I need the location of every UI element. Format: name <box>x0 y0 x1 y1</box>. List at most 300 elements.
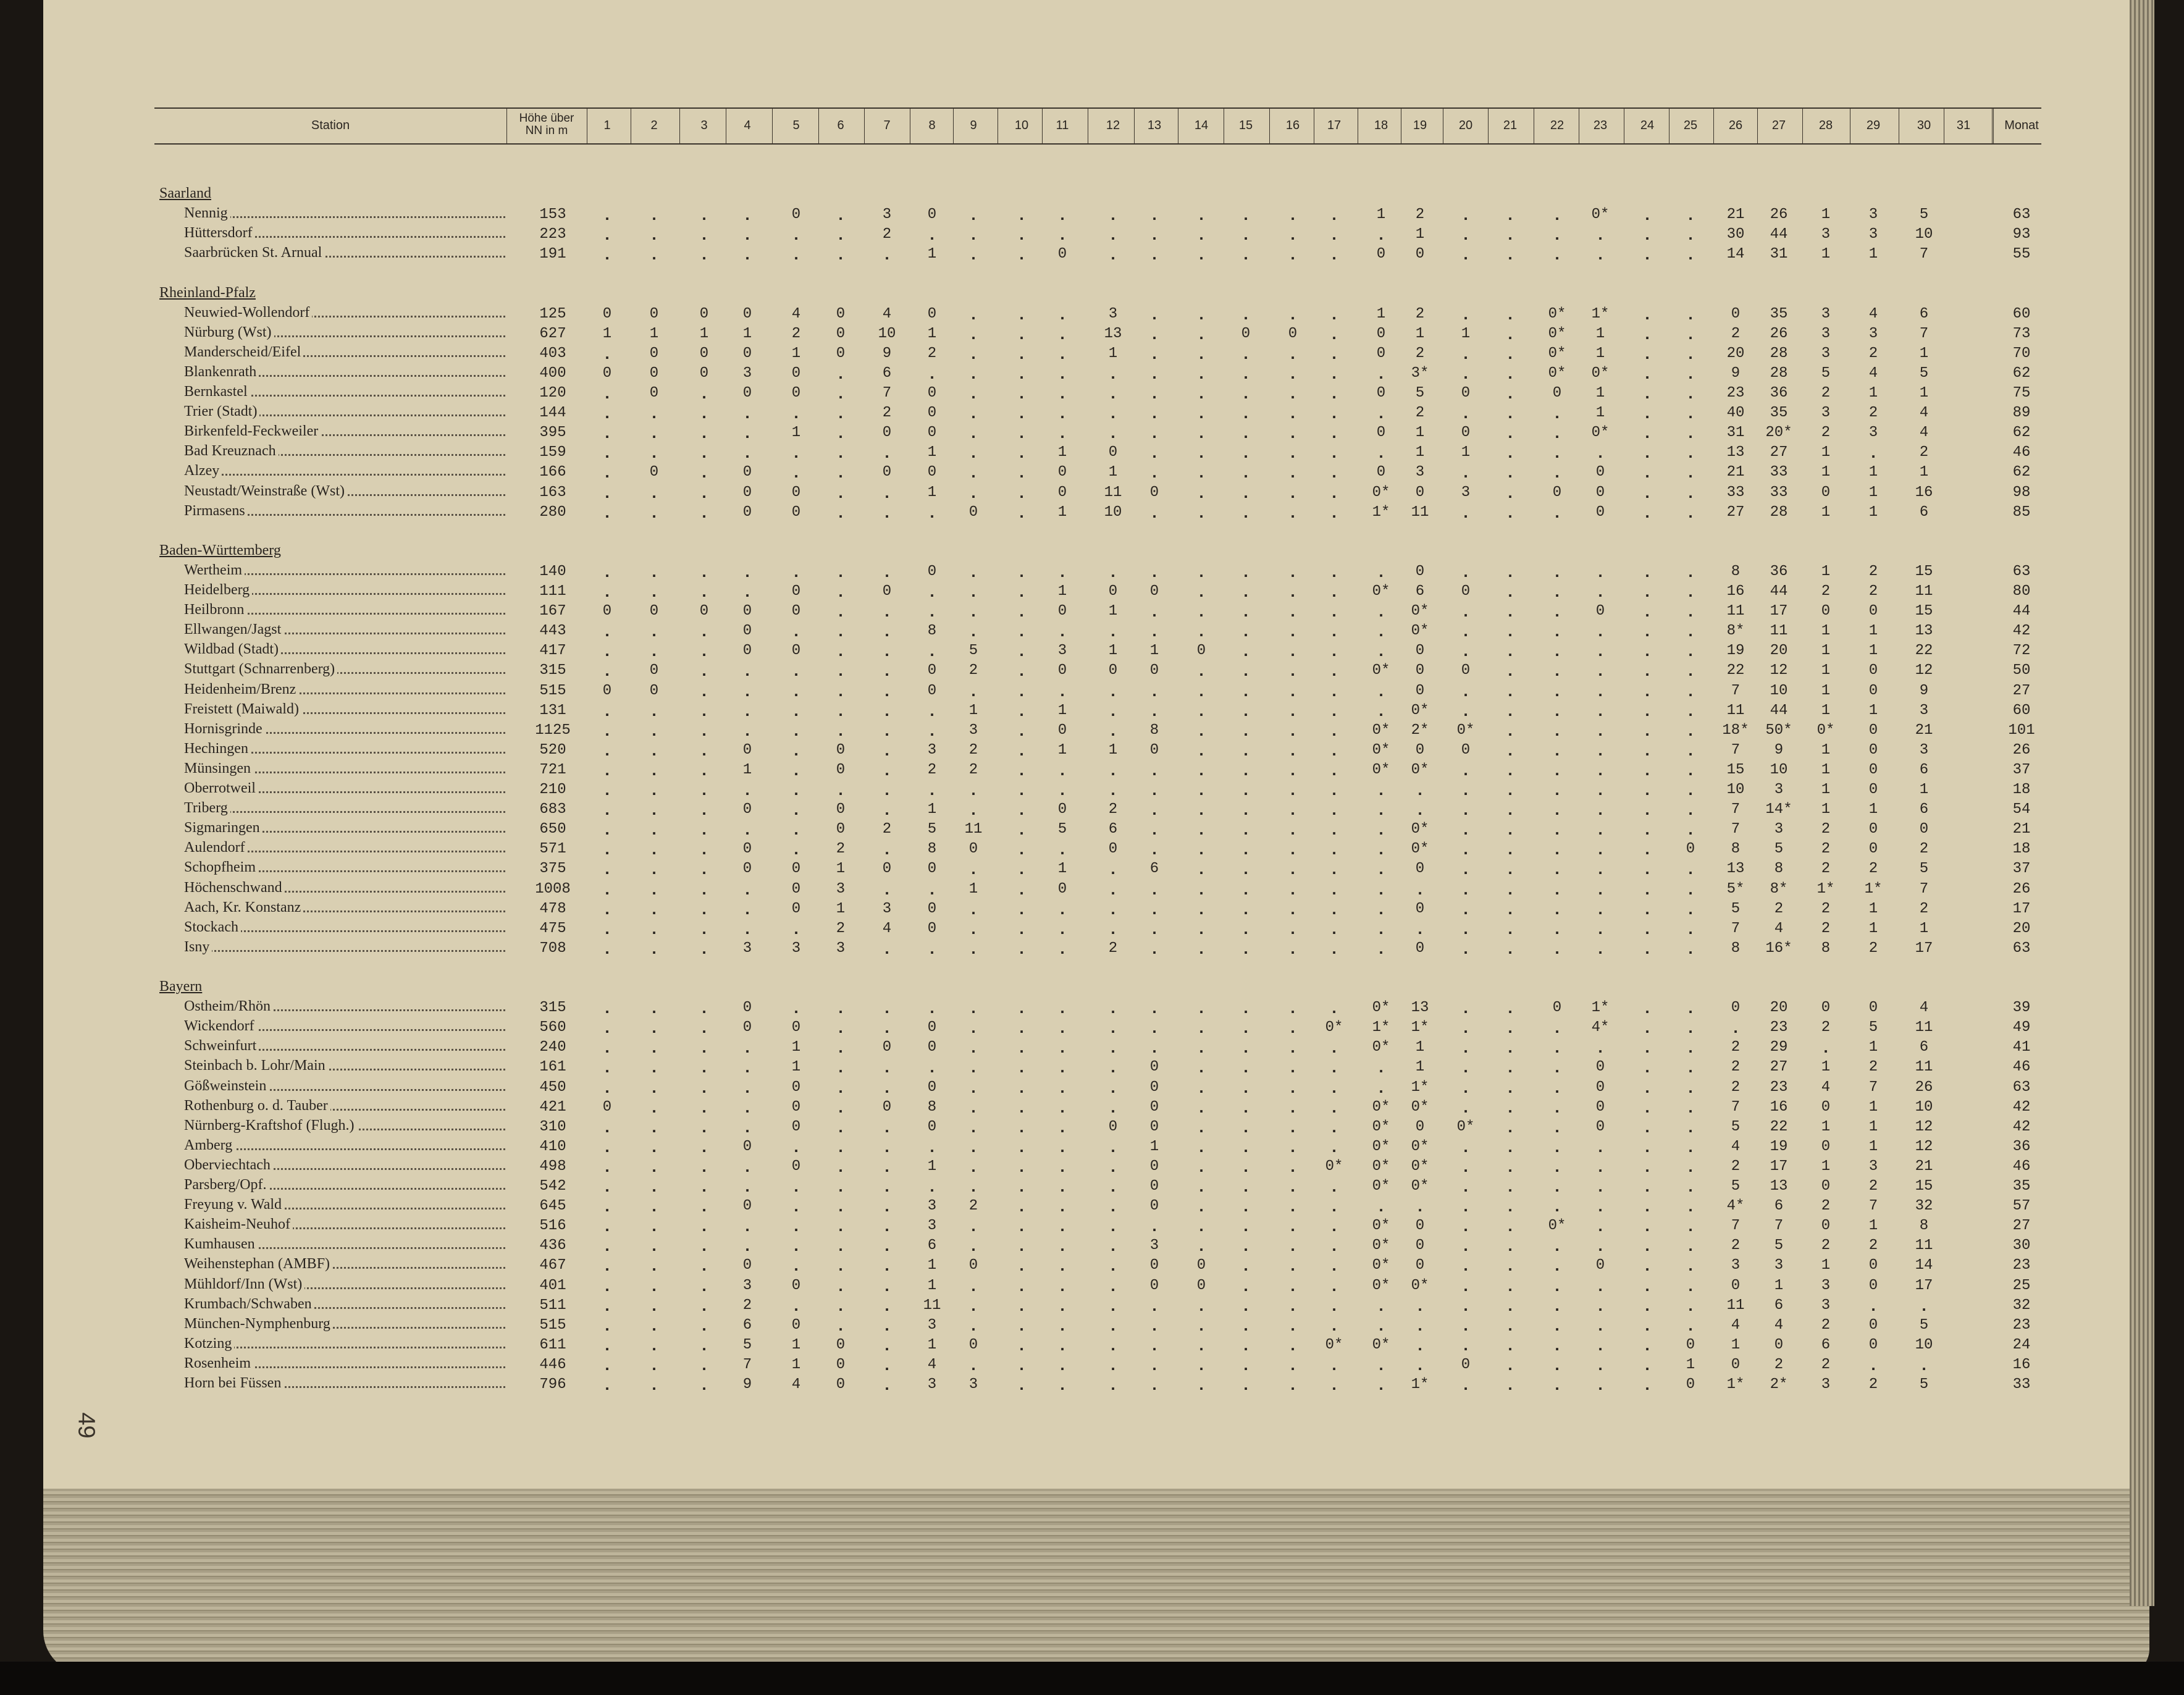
no-snow-dot: . <box>649 900 659 919</box>
no-snow-dot: . <box>1686 1019 1695 1038</box>
no-snow-dot: . <box>1196 484 1206 503</box>
no-snow-dot: . <box>1329 761 1339 780</box>
no-snow-dot: . <box>649 1178 659 1197</box>
day-value: 0* <box>1372 1257 1390 1274</box>
day-value: 0 <box>1149 1178 1159 1195</box>
no-snow-dot: . <box>1376 1059 1386 1078</box>
no-snow-dot: . <box>1017 702 1027 721</box>
no-snow-dot: . <box>968 206 978 225</box>
day-value: 1 <box>1821 563 1831 580</box>
station-name: Kumhausen <box>184 1236 258 1252</box>
no-snow-dot: . <box>1017 405 1027 424</box>
no-snow-dot: . <box>1595 741 1605 760</box>
day-value: 1 <box>649 325 659 342</box>
no-snow-dot: . <box>1057 1257 1067 1276</box>
no-snow-dot: . <box>699 940 709 959</box>
no-snow-dot: . <box>1288 563 1298 582</box>
day-value: 0 <box>791 603 801 620</box>
day-value: 1 <box>1868 246 1878 263</box>
day-value: 1 <box>1108 642 1118 660</box>
no-snow-dot: . <box>1241 246 1251 265</box>
day-value: 2 <box>1821 860 1831 878</box>
station-name: Bernkastel <box>184 384 250 400</box>
no-snow-dot: . <box>1241 1098 1251 1117</box>
no-snow-dot: . <box>602 444 612 463</box>
header-day: 5 <box>792 119 800 132</box>
no-snow-dot: . <box>1505 1336 1515 1355</box>
day-value: 2 <box>1868 1178 1878 1195</box>
no-snow-dot: . <box>1288 1336 1298 1355</box>
no-snow-dot: . <box>882 682 892 701</box>
no-snow-dot: . <box>649 1039 659 1058</box>
day-value: 1 <box>1919 781 1929 798</box>
no-snow-dot: . <box>1149 1356 1159 1375</box>
no-snow-dot: . <box>927 642 937 662</box>
no-snow-dot: . <box>649 1237 659 1256</box>
no-snow-dot: . <box>1329 801 1339 820</box>
no-snow-dot: . <box>649 1356 659 1375</box>
no-snow-dot: . <box>1505 503 1515 523</box>
no-snow-dot: . <box>836 1198 846 1217</box>
no-snow-dot: . <box>882 563 892 582</box>
day-value: 0 <box>1415 860 1425 878</box>
day-value: 1 <box>1108 603 1118 620</box>
no-snow-dot: . <box>1642 1257 1652 1276</box>
day-value: 8 <box>927 841 937 858</box>
no-snow-dot: . <box>742 1098 752 1117</box>
no-snow-dot: . <box>1288 583 1298 602</box>
no-snow-dot: . <box>1461 920 1471 939</box>
day-value: 1 <box>1868 1138 1878 1155</box>
day-value: 0 <box>968 841 978 858</box>
no-snow-dot: . <box>649 761 659 780</box>
day-value: 2 <box>927 761 937 778</box>
no-snow-dot: . <box>1057 1138 1067 1157</box>
day-value: 0 <box>836 741 846 759</box>
month-total: 60 <box>2012 305 2031 322</box>
no-snow-dot: . <box>836 623 846 642</box>
no-snow-dot: . <box>1241 1297 1251 1316</box>
no-snow-dot: . <box>1461 1079 1471 1098</box>
station-altitude: 163 <box>539 484 566 501</box>
no-snow-dot: . <box>1642 246 1652 265</box>
day-value: 2 <box>1868 1059 1878 1076</box>
no-snow-dot: . <box>1241 1158 1251 1177</box>
station-row <box>154 1197 2041 1216</box>
no-snow-dot: . <box>968 1158 978 1177</box>
no-snow-dot: . <box>649 246 659 265</box>
no-snow-dot: . <box>968 385 978 403</box>
day-value: 0* <box>1372 721 1390 739</box>
no-snow-dot: . <box>1376 940 1386 959</box>
no-snow-dot: . <box>882 642 892 662</box>
station-row <box>154 562 2041 581</box>
day-value: 0 <box>1149 583 1159 600</box>
day-value: 3 <box>927 1218 937 1235</box>
station-altitude: 403 <box>539 345 566 362</box>
station-altitude: 515 <box>539 682 566 699</box>
no-snow-dot: . <box>968 345 978 364</box>
day-value: 2 <box>882 405 892 422</box>
no-snow-dot: . <box>1108 860 1118 880</box>
station-name: Amberg <box>184 1137 235 1153</box>
no-snow-dot: . <box>1241 1277 1251 1296</box>
no-snow-dot: . <box>1241 603 1251 622</box>
day-value: 0 <box>1149 484 1159 501</box>
no-snow-dot: . <box>1149 1218 1159 1237</box>
station-altitude: 796 <box>539 1376 566 1393</box>
no-snow-dot: . <box>1552 226 1562 245</box>
no-snow-dot: . <box>1196 464 1206 483</box>
no-snow-dot: . <box>1108 999 1118 1019</box>
header-rule <box>1488 109 1489 143</box>
day-value: 1* <box>1726 1376 1745 1393</box>
day-value: 0 <box>742 841 752 858</box>
day-value: 1 <box>1868 702 1878 719</box>
day-value: 7 <box>1919 880 1929 898</box>
no-snow-dot: . <box>882 880 892 899</box>
no-snow-dot: . <box>882 999 892 1019</box>
no-snow-dot: . <box>882 1297 892 1316</box>
no-snow-dot: . <box>1288 821 1298 840</box>
day-value: 8 <box>1731 940 1741 957</box>
no-snow-dot: . <box>882 1218 892 1237</box>
no-snow-dot: . <box>1461 1059 1471 1078</box>
no-snow-dot: . <box>1642 821 1652 840</box>
no-snow-dot: . <box>927 702 937 721</box>
day-value: 0 <box>1552 484 1562 501</box>
day-value: 0 <box>1461 583 1471 600</box>
day-value: 3 <box>1821 1376 1831 1393</box>
day-value: 0 <box>1108 1118 1118 1135</box>
no-snow-dot: . <box>1241 781 1251 800</box>
day-value: 0 <box>882 1098 892 1116</box>
no-snow-dot: . <box>1642 999 1652 1019</box>
station-row <box>154 1256 2041 1275</box>
day-value: 1 <box>1919 345 1929 362</box>
day-value: 0 <box>1376 345 1386 362</box>
no-snow-dot: . <box>1642 1198 1652 1217</box>
no-snow-dot: . <box>1552 1178 1562 1197</box>
station-name-cell <box>184 1256 505 1272</box>
day-value: 19 <box>1770 1138 1788 1155</box>
no-snow-dot: . <box>1017 1118 1027 1137</box>
no-snow-dot: . <box>699 246 709 265</box>
no-snow-dot: . <box>1552 405 1562 424</box>
station-name-cell <box>184 443 505 460</box>
station-name-cell <box>184 1316 505 1332</box>
no-snow-dot: . <box>1505 444 1515 463</box>
no-snow-dot: . <box>791 702 801 721</box>
no-snow-dot: . <box>1057 1019 1067 1038</box>
station-name-cell <box>184 880 505 896</box>
no-snow-dot: . <box>602 801 612 820</box>
day-value: 10 <box>1726 781 1745 798</box>
station-name-cell <box>184 1216 505 1233</box>
no-snow-dot: . <box>1595 563 1605 582</box>
no-snow-dot: . <box>1017 364 1027 384</box>
station-name: Münsingen <box>184 760 253 776</box>
no-snow-dot: . <box>1642 325 1652 344</box>
station-name-cell <box>184 1335 505 1352</box>
no-snow-dot: . <box>602 1178 612 1197</box>
no-snow-dot: . <box>649 721 659 741</box>
no-snow-dot: . <box>1196 702 1206 721</box>
day-value: 0 <box>649 345 659 362</box>
no-snow-dot: . <box>1415 1336 1425 1355</box>
day-value: 23 <box>1770 1079 1788 1096</box>
day-value: 2 <box>1731 1059 1741 1076</box>
day-value: 6 <box>1919 801 1929 818</box>
station-name-cell <box>184 661 505 678</box>
day-value: 44 <box>1770 583 1788 600</box>
no-snow-dot: . <box>791 821 801 840</box>
day-value: 4 <box>927 1356 937 1373</box>
no-snow-dot: . <box>1552 1039 1562 1058</box>
day-value: 0 <box>1868 1316 1878 1334</box>
no-snow-dot: . <box>1149 761 1159 780</box>
day-value: 0 <box>1686 1376 1695 1393</box>
scan-background <box>0 1662 2184 1695</box>
no-snow-dot: . <box>1108 1198 1118 1217</box>
no-snow-dot: . <box>1017 1297 1027 1316</box>
no-snow-dot: . <box>1017 1198 1027 1217</box>
no-snow-dot: . <box>699 841 709 860</box>
no-snow-dot: . <box>602 1059 612 1078</box>
no-snow-dot: . <box>1686 860 1695 880</box>
no-snow-dot: . <box>968 801 978 820</box>
no-snow-dot: . <box>1017 1098 1027 1117</box>
no-snow-dot: . <box>1552 563 1562 582</box>
no-snow-dot: . <box>1505 1198 1515 1217</box>
station-name-cell <box>184 1078 505 1095</box>
no-snow-dot: . <box>1642 1316 1652 1335</box>
no-snow-dot: . <box>1288 1019 1298 1038</box>
no-snow-dot: . <box>1505 860 1515 880</box>
day-value: 1 <box>1821 623 1831 640</box>
day-value: 5 <box>927 821 937 838</box>
no-snow-dot: . <box>1241 1316 1251 1335</box>
no-snow-dot: . <box>1017 1218 1027 1237</box>
day-value: 1 <box>1108 464 1118 481</box>
day-value: 0* <box>1372 1178 1390 1195</box>
no-snow-dot: . <box>1505 741 1515 760</box>
no-snow-dot: . <box>1149 781 1159 800</box>
no-snow-dot: . <box>1552 880 1562 899</box>
no-snow-dot: . <box>1017 1376 1027 1395</box>
day-value: 0 <box>1868 741 1878 759</box>
day-value: 0* <box>1372 662 1390 679</box>
no-snow-dot: . <box>1686 1198 1695 1217</box>
station-altitude: 315 <box>539 662 566 679</box>
no-snow-dot: . <box>1505 1356 1515 1375</box>
header-day: 14 <box>1194 119 1209 132</box>
no-snow-dot: . <box>1329 999 1339 1019</box>
station-name: Saarbrücken St. Arnual <box>184 245 324 261</box>
no-snow-dot: . <box>1595 880 1605 899</box>
no-snow-dot: . <box>699 1297 709 1316</box>
station-name: Birkenfeld-Feckweiler <box>184 423 321 439</box>
day-value: 0* <box>1372 1138 1390 1155</box>
no-snow-dot: . <box>836 1158 846 1177</box>
no-snow-dot: . <box>1686 484 1695 503</box>
no-snow-dot: . <box>742 662 752 681</box>
region-heading: Saarland <box>159 185 211 201</box>
no-snow-dot: . <box>699 1198 709 1217</box>
no-snow-dot: . <box>1552 1277 1562 1296</box>
no-snow-dot: . <box>1329 1356 1339 1375</box>
no-snow-dot: . <box>1686 444 1695 463</box>
no-snow-dot: . <box>1376 821 1386 840</box>
no-snow-dot: . <box>1057 206 1067 225</box>
day-value: 1 <box>1821 1257 1831 1274</box>
station-row <box>154 661 2041 680</box>
station-row <box>154 859 2041 878</box>
day-value: 0* <box>1411 841 1429 858</box>
no-snow-dot: . <box>602 1019 612 1038</box>
no-snow-dot: . <box>1329 841 1339 860</box>
day-value: 1 <box>1868 920 1878 937</box>
no-snow-dot: . <box>1642 1118 1652 1137</box>
no-snow-dot: . <box>1461 345 1471 364</box>
day-value: 0 <box>1057 801 1067 818</box>
day-value: 1 <box>1868 484 1878 501</box>
day-value: 0 <box>927 662 937 679</box>
no-snow-dot: . <box>791 999 801 1019</box>
no-snow-dot: . <box>602 484 612 503</box>
no-snow-dot: . <box>1288 1297 1298 1316</box>
day-value: 0* <box>1456 1118 1475 1135</box>
station-name: Steinbach b. Lohr/Main <box>184 1058 328 1074</box>
day-value: 35 <box>1770 305 1788 322</box>
day-value: 27 <box>1770 1059 1788 1076</box>
station-altitude: 708 <box>539 940 566 957</box>
day-value: 0 <box>1376 424 1386 442</box>
day-value: 2 <box>1868 345 1878 362</box>
no-snow-dot: . <box>1196 761 1206 780</box>
no-snow-dot: . <box>1505 603 1515 622</box>
no-snow-dot: . <box>1686 940 1695 959</box>
no-snow-dot: . <box>1017 385 1027 403</box>
day-value: 10 <box>878 325 896 342</box>
station-name-cell <box>184 225 505 242</box>
no-snow-dot: . <box>1505 920 1515 939</box>
no-snow-dot: . <box>1241 503 1251 523</box>
no-snow-dot: . <box>968 1039 978 1058</box>
no-snow-dot: . <box>1329 702 1339 721</box>
no-snow-dot: . <box>1642 1039 1652 1058</box>
no-snow-dot: . <box>1461 900 1471 919</box>
no-snow-dot: . <box>1329 880 1339 899</box>
day-value: 3 <box>1868 325 1878 342</box>
no-snow-dot: . <box>742 206 752 225</box>
no-snow-dot: . <box>1149 682 1159 701</box>
day-value: 0 <box>791 1277 801 1294</box>
no-snow-dot: . <box>1505 464 1515 483</box>
no-snow-dot: . <box>1057 841 1067 860</box>
no-snow-dot: . <box>1461 1316 1471 1335</box>
header-day: 24 <box>1640 119 1655 132</box>
no-snow-dot: . <box>1196 662 1206 681</box>
station-name-cell <box>184 344 505 361</box>
day-value: 6 <box>1149 860 1159 878</box>
no-snow-dot: . <box>1642 642 1652 662</box>
no-snow-dot: . <box>1108 1356 1118 1375</box>
header-day: 15 <box>1238 119 1253 132</box>
day-value: 1 <box>927 801 937 818</box>
no-snow-dot: . <box>1552 860 1562 880</box>
no-snow-dot: . <box>1329 1198 1339 1217</box>
day-value: 1 <box>1595 405 1605 422</box>
no-snow-dot: . <box>1642 1297 1652 1316</box>
no-snow-dot: . <box>1461 1376 1471 1395</box>
no-snow-dot: . <box>836 702 846 721</box>
no-snow-dot: . <box>1196 1118 1206 1137</box>
no-snow-dot: . <box>1241 1138 1251 1157</box>
day-value: 0 <box>742 860 752 878</box>
day-value: 1 <box>791 1059 801 1076</box>
no-snow-dot: . <box>1595 781 1605 800</box>
day-value: 0* <box>1372 1277 1390 1294</box>
no-snow-dot: . <box>602 662 612 681</box>
day-value: 3 <box>1821 305 1831 322</box>
day-value: 1 <box>742 325 752 342</box>
station-name: Schweinfurt <box>184 1038 259 1054</box>
day-value: 2 <box>1774 900 1784 917</box>
day-value: 0* <box>1372 761 1390 778</box>
day-value: 0 <box>927 206 937 224</box>
day-value: 2 <box>1821 900 1831 917</box>
day-value: 0 <box>1461 662 1471 679</box>
month-total: 42 <box>2012 1118 2031 1135</box>
station-name-cell <box>184 403 505 420</box>
day-value: 0* <box>1411 623 1429 640</box>
month-total: 23 <box>2012 1316 2031 1334</box>
day-value: 5 <box>1919 206 1929 224</box>
no-snow-dot: . <box>1461 781 1471 800</box>
no-snow-dot: . <box>1505 1079 1515 1098</box>
day-value: 0 <box>836 1336 846 1353</box>
month-total: 20 <box>2012 920 2031 937</box>
no-snow-dot: . <box>1196 364 1206 384</box>
station-name-cell <box>184 800 505 817</box>
no-snow-dot: . <box>649 1098 659 1117</box>
day-value: 1 <box>927 444 937 461</box>
no-snow-dot: . <box>1505 385 1515 403</box>
header-day: 22 <box>1550 119 1564 132</box>
header-height-line1: Höhe über <box>519 112 574 125</box>
day-value: 0 <box>1595 484 1605 501</box>
day-value: 0 <box>1868 999 1878 1017</box>
day-value: 0 <box>1868 821 1878 838</box>
station-row <box>154 225 2041 244</box>
day-value: 33 <box>1770 484 1788 501</box>
no-snow-dot: . <box>791 1218 801 1237</box>
no-snow-dot: . <box>1288 1158 1298 1177</box>
day-value: 8 <box>927 1098 937 1116</box>
no-snow-dot: . <box>1017 741 1027 760</box>
day-value: 5 <box>1919 860 1929 878</box>
day-value: 0 <box>791 642 801 660</box>
station-row <box>154 364 2041 383</box>
no-snow-dot: . <box>1196 424 1206 444</box>
day-value: 0 <box>791 1079 801 1096</box>
no-snow-dot: . <box>1241 1257 1251 1276</box>
no-snow-dot: . <box>1288 999 1298 1019</box>
no-snow-dot: . <box>1329 1098 1339 1117</box>
no-snow-dot: . <box>1686 563 1695 582</box>
no-snow-dot: . <box>602 940 612 959</box>
